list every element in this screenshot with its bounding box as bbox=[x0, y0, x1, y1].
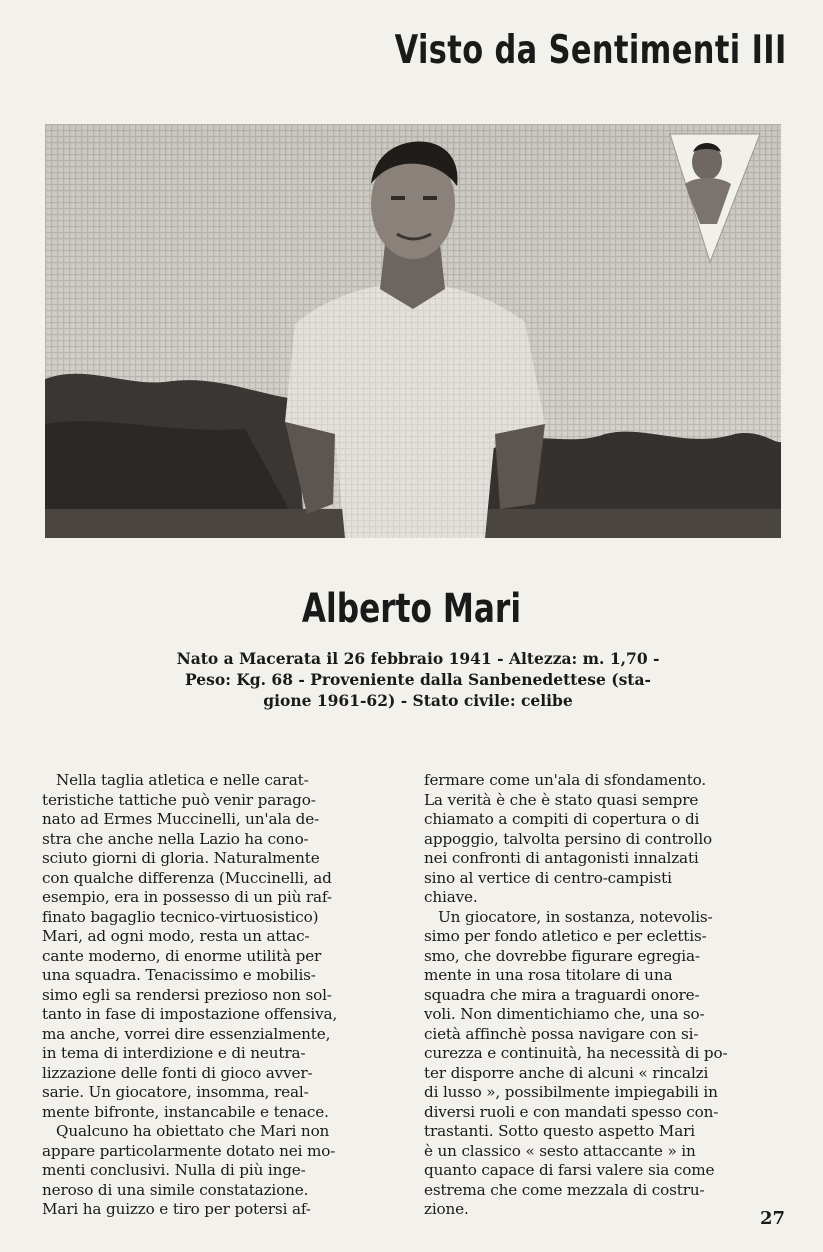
text-line: smo, che dovrebbe figurare egregia- bbox=[424, 946, 700, 965]
text-line: Qualcuno ha obiettato che Mari non bbox=[42, 1122, 330, 1140]
text-line: una squadra. Tenacissimo e mobilis- bbox=[42, 966, 316, 984]
text-line: di lusso », possibilmente impiegabili in bbox=[424, 1083, 718, 1101]
text-line: con qualche differenza (Muccinelli, ad bbox=[42, 868, 332, 887]
text-line: chiave. bbox=[424, 888, 478, 906]
text-line: sarie. Un giocatore, insomma, real- bbox=[42, 1083, 309, 1101]
text-line: chiamato a compiti di copertura o di bbox=[424, 810, 700, 828]
text-line: voli. Non dimentichiamo che, una so- bbox=[424, 1005, 705, 1023]
page-number: 27 bbox=[759, 1208, 785, 1229]
text-line: curezza e continuità, ha necessità di po- bbox=[424, 1044, 728, 1062]
text-line: sino al vertice di centro-campisti bbox=[424, 868, 672, 887]
text-line: La verità è che è stato quasi sempre bbox=[424, 790, 699, 809]
text-line: diversi ruoli e con mandati spesso con- bbox=[424, 1102, 719, 1121]
text-line: cante moderno, di enorme utilità per bbox=[42, 946, 322, 965]
text-line: simo per fondo atletico e per eclettis- bbox=[424, 927, 707, 945]
text-line: è un classico « sesto attaccante » in bbox=[424, 1141, 696, 1160]
text-line: appoggio, talvolta persino di controllo bbox=[424, 829, 713, 848]
page-header-title: Visto da Sentimenti III bbox=[394, 28, 787, 73]
text-line: mente bifronte, instancabile e tenace. bbox=[42, 1102, 329, 1121]
text-line: teristiche tattiche può venir parago- bbox=[42, 790, 316, 809]
article-title-text: Alberto Mari bbox=[301, 586, 522, 632]
text-line: lizzazione delle fonti di gioco avver- bbox=[42, 1063, 313, 1082]
text-line: Mari ha guizzo e tiro per potersi af- bbox=[42, 1200, 311, 1218]
text-line: cietà affinchè possa navigare con si- bbox=[424, 1024, 699, 1043]
text-line: finato bagaglio tecnico-virtuosistico) bbox=[42, 907, 319, 926]
text-line: ter disporre anche di alcuni « rincalzi bbox=[424, 1063, 709, 1082]
text-line: Un giocatore, in sostanza, notevolis- bbox=[424, 907, 713, 926]
text-line: Mari, ad ogni modo, resta un attac- bbox=[42, 927, 310, 945]
text-line: trastanti. Sotto questo aspetto Mari bbox=[424, 1122, 695, 1140]
bio-line: gione 1961-62) - Stato civile: celibe bbox=[263, 691, 573, 710]
text-line: sciuto giorni di gloria. Naturalmente bbox=[42, 849, 320, 867]
text-line: menti conclusivi. Nulla di più inge- bbox=[42, 1161, 306, 1179]
article-column-left bbox=[42, 771, 400, 1220]
text-line: ma anche, vorrei dire essenzialmente, bbox=[42, 1024, 331, 1043]
text-line: zione. bbox=[424, 1200, 469, 1218]
text-line: appare particolarmente dotato nei mo- bbox=[42, 1141, 336, 1160]
text-line: fermare come un'ala di sfondamento. bbox=[424, 771, 707, 789]
text-line: quanto capace di farsi valere sia come bbox=[424, 1161, 715, 1179]
text-line: nei confronti di antagonisti innalzati bbox=[424, 849, 699, 867]
text-line: estrema che come mezzala di costru- bbox=[424, 1180, 705, 1199]
article-title bbox=[0, 586, 823, 632]
text-line: neroso di una simile constatazione. bbox=[42, 1180, 309, 1199]
text-line: Nella taglia atletica e nelle carat- bbox=[42, 771, 309, 789]
player-photo bbox=[45, 124, 781, 538]
text-line: esempio, era in possesso di un più raf- bbox=[42, 888, 332, 906]
bio-line: Nato a Macerata il 26 febbraio 1941 - Altezza: m. 1,70 - bbox=[176, 649, 660, 668]
text-line: simo egli sa rendersi prezioso non sol- bbox=[42, 985, 332, 1004]
text-line: nato ad Ermes Muccinelli, un'ala de- bbox=[42, 810, 320, 828]
text-line: mente in una rosa titolare di una bbox=[424, 966, 673, 984]
bio-line: Peso: Kg. 68 - Proveniente dalla Sanbenedettese (sta- bbox=[185, 670, 651, 689]
player-bio bbox=[138, 648, 698, 711]
text-line: tanto in fase di impostazione offensiva, bbox=[42, 1005, 338, 1023]
article-column-right bbox=[424, 771, 788, 1220]
text-line: squadra che mira a traguardi onore- bbox=[424, 985, 700, 1004]
text-line: in tema di interdizione e di neutra- bbox=[42, 1044, 306, 1062]
photo-illustration bbox=[45, 124, 781, 538]
text-line: stra che anche nella Lazio ha cono- bbox=[42, 829, 309, 848]
